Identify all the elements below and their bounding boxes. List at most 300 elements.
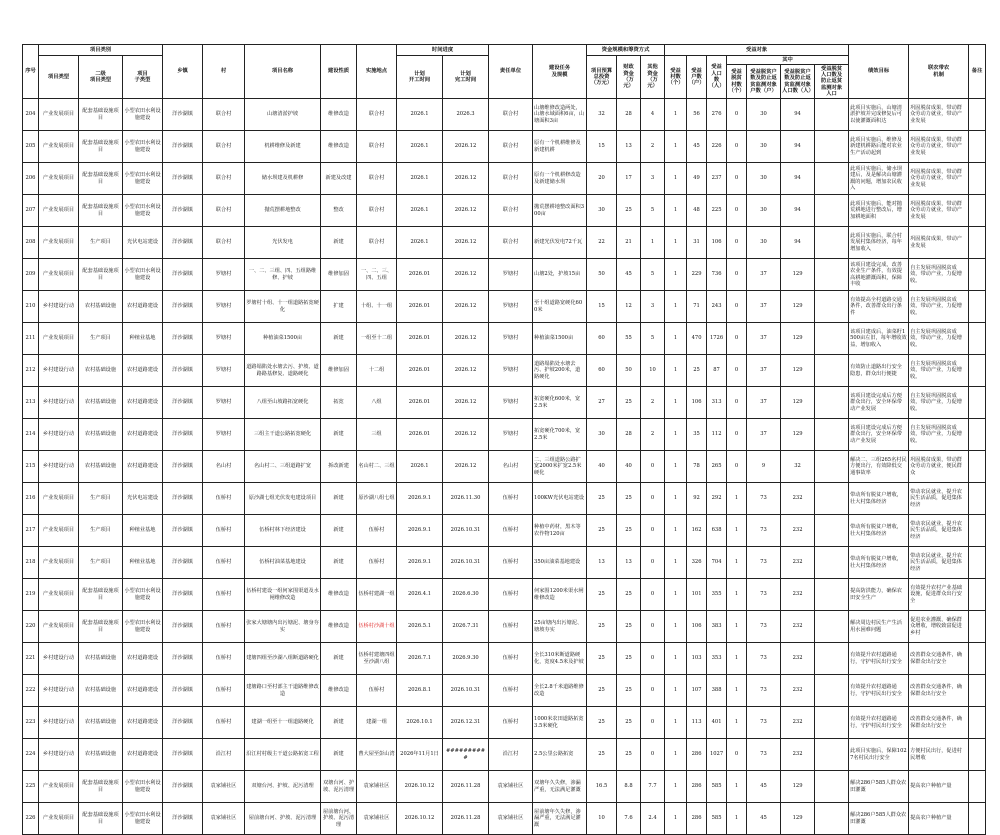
cell-other: 5 — [641, 323, 665, 355]
cell-bp: 401 — [707, 707, 727, 739]
cell-pp: 232 — [781, 675, 815, 707]
cell-vil: 伍桥村 — [203, 483, 245, 515]
cell-ppop — [815, 707, 849, 739]
cell-town: 洋沙湖镇 — [163, 739, 203, 771]
table-row — [23, 131, 986, 163]
col-fund-group: 资金规模和筹资方式 — [587, 45, 665, 56]
cell-s: 2026.1 — [397, 227, 443, 259]
table-row — [23, 483, 986, 515]
cell-nat: 新建及改建 — [321, 163, 357, 195]
cell-loc: 联合村 — [357, 195, 397, 227]
cell-loc: 三组 — [357, 419, 397, 451]
cell-bv: 1 — [665, 451, 687, 483]
cell-bv: 1 — [665, 131, 687, 163]
col-poor-pop: 受益脱贫 人口数及 防止返贫 监测对象 人口 — [815, 65, 849, 99]
col-goal: 绩效目标 — [849, 45, 909, 99]
col-time-group: 时间进度 — [397, 45, 489, 56]
cell-t3: 小型农田水利设施建设 — [123, 611, 163, 643]
cell-unit: 伍桥村 — [489, 579, 533, 611]
cell-bp: 276 — [707, 99, 727, 131]
cell-t1: 产业发展项目 — [39, 515, 79, 547]
cell-seq: 225 — [23, 771, 39, 803]
cell-nat: 拓宽 — [321, 387, 357, 419]
cell-content: 山塘2处，护坡15亩 — [533, 259, 587, 291]
cell-pp: 32 — [781, 451, 815, 483]
cell-ppop — [815, 259, 849, 291]
cell-t3: 农村道路建设 — [123, 707, 163, 739]
cell-note — [969, 291, 986, 323]
cell-bp: 353 — [707, 643, 727, 675]
cell-budget: 40 — [587, 451, 617, 483]
cell-fiscal: 12 — [617, 291, 641, 323]
cell-t2: 农村基础设施 — [79, 675, 123, 707]
cell-pv: 1 — [727, 579, 747, 611]
cell-budget: 50 — [587, 259, 617, 291]
col-project-name: 项目名称 — [245, 45, 321, 99]
cell-pp: 129 — [781, 291, 815, 323]
cell-fiscal: 13 — [617, 547, 641, 579]
cell-ppop — [815, 771, 849, 803]
cell-town: 洋沙湖镇 — [163, 451, 203, 483]
cell-bp: 1027 — [707, 739, 727, 771]
cell-s: 2026.9.1 — [397, 483, 443, 515]
cell-name: 一、二、三组、四、五组路维修、护坡 — [245, 259, 321, 291]
cell-ph: 73 — [747, 675, 781, 707]
cell-bv: 1 — [665, 707, 687, 739]
cell-budget: 60 — [587, 355, 617, 387]
cell-goal: 有效提升农村道路通行，守护村民出行安全 — [849, 707, 909, 739]
cell-goal: 此项目实施后，山塘清淤护坡并完成修复后可以使灌溉面积达 — [849, 99, 909, 131]
cell-town: 洋沙湖镇 — [163, 291, 203, 323]
cell-town: 洋沙湖镇 — [163, 803, 203, 835]
cell-note — [969, 707, 986, 739]
cell-pv: 0 — [727, 739, 747, 771]
cell-vil: 联合村 — [203, 227, 245, 259]
table-body — [23, 99, 986, 835]
cell-mech: 巩固脱贫成果，带动产业发展 — [909, 227, 969, 259]
cell-other: 2 — [641, 387, 665, 419]
cell-seq: 208 — [23, 227, 39, 259]
cell-t3: 光伏电站建设 — [123, 483, 163, 515]
cell-t2: 农村基础设施 — [79, 355, 123, 387]
cell-bp: 243 — [707, 291, 727, 323]
cell-bh: 49 — [687, 163, 707, 195]
cell-ppop — [815, 195, 849, 227]
cell-name: 伍桥村林下经济建设 — [245, 515, 321, 547]
cell-t2: 生产项目 — [79, 483, 123, 515]
col-mechanism: 联农带农 机制 — [909, 45, 969, 99]
cell-unit: 袁家铺社区 — [489, 803, 533, 835]
cell-nat: 新建 — [321, 483, 357, 515]
cell-mech: 带动农民就业，提升农民生活品质，促进集体经济 — [909, 483, 969, 515]
cell-loc: 曹大屋至彭山湾 — [357, 739, 397, 771]
cell-content: 双塘年久失修，渗漏严重，无法满足灌溉 — [533, 771, 587, 803]
cell-vil: 罗塘村 — [203, 355, 245, 387]
cell-budget: 15 — [587, 291, 617, 323]
cell-name: 建湖一组至十一组道路硬化 — [245, 707, 321, 739]
cell-pp: 232 — [781, 579, 815, 611]
col-location: 实施地点 — [357, 45, 397, 99]
table-row — [23, 771, 986, 803]
cell-note — [969, 739, 986, 771]
cell-loc: 袁家铺社区 — [357, 803, 397, 835]
cell-s: 2026.9.1 — [397, 515, 443, 547]
cell-t2: 农村基础设施 — [79, 739, 123, 771]
cell-budget: 25 — [587, 483, 617, 515]
cell-content: 新建光伏发电72千瓦 — [533, 227, 587, 259]
cell-bh: 103 — [687, 643, 707, 675]
cell-mech: 改善群众交通条件，确保群众出行安全 — [909, 675, 969, 707]
cell-e: 2026.12 — [443, 291, 489, 323]
cell-bp: 355 — [707, 579, 727, 611]
cell-fiscal: 25 — [617, 643, 641, 675]
cell-seq: 214 — [23, 419, 39, 451]
cell-bh: 25 — [687, 355, 707, 387]
cell-bh: 78 — [687, 451, 707, 483]
cell-goal: 解决286户585人群众农田灌溉 — [849, 771, 909, 803]
cell-content: 拓宽硬化600米，宽2.5米 — [533, 387, 587, 419]
table-row — [23, 99, 986, 131]
cell-pv: 0 — [727, 131, 747, 163]
cell-fiscal: 25 — [617, 611, 641, 643]
cell-bv: 1 — [665, 291, 687, 323]
cell-ph: 73 — [747, 611, 781, 643]
table-row — [23, 387, 986, 419]
cell-note — [969, 227, 986, 259]
cell-pv: 1 — [727, 547, 747, 579]
cell-bp: 383 — [707, 611, 727, 643]
cell-mech: 巩固脱贫成果，带动群众劳动力就业，带动产业发展 — [909, 195, 969, 227]
cell-seq: 216 — [23, 483, 39, 515]
cell-pv: 1 — [727, 515, 747, 547]
cell-mech: 促进农业灌溉，确保群众增收，增收致富促进乡村 — [909, 611, 969, 643]
cell-nat: 维修改造 — [321, 131, 357, 163]
table-row — [23, 227, 986, 259]
cell-seq: 207 — [23, 195, 39, 227]
cell-unit: 罗塘村 — [489, 291, 533, 323]
table-row — [23, 451, 986, 483]
cell-vil: 伍桥村 — [203, 611, 245, 643]
cell-pv: 0 — [727, 355, 747, 387]
table-row — [23, 579, 986, 611]
cell-nat: 整改 — [321, 195, 357, 227]
cell-town: 洋沙湖镇 — [163, 419, 203, 451]
cell-t1: 乡村建设行动 — [39, 643, 79, 675]
cell-unit: 伍桥村 — [489, 483, 533, 515]
cell-content: 拓宽硬化700米，宽2.5米 — [533, 419, 587, 451]
cell-loc: 联合村 — [357, 163, 397, 195]
cell-other: 2 — [641, 131, 665, 163]
cell-town: 洋沙湖镇 — [163, 771, 203, 803]
cell-town: 洋沙湖镇 — [163, 611, 203, 643]
cell-t3: 农村道路建设 — [123, 739, 163, 771]
cell-bv: 1 — [665, 387, 687, 419]
cell-s: 2026年11月1日 — [397, 739, 443, 771]
table-row — [23, 675, 986, 707]
cell-unit: 罗塘村 — [489, 387, 533, 419]
project-table-sheet — [22, 44, 986, 835]
cell-town: 洋沙湖镇 — [163, 547, 203, 579]
cell-note — [969, 771, 986, 803]
cell-pp: 129 — [781, 355, 815, 387]
cell-t2: 农村基础设施 — [79, 643, 123, 675]
cell-unit: 罗塘村 — [489, 419, 533, 451]
cell-s: 2026.1 — [397, 163, 443, 195]
cell-pv: 0 — [727, 451, 747, 483]
cell-unit: 罗塘村 — [489, 259, 533, 291]
cell-budget: 60 — [587, 323, 617, 355]
cell-pv: 0 — [727, 99, 747, 131]
cell-name: 八组至山坡路拓宽硬化 — [245, 387, 321, 419]
cell-pv: 1 — [727, 643, 747, 675]
cell-t3: 小型农田水利设施建设 — [123, 131, 163, 163]
cell-bh: 106 — [687, 611, 707, 643]
cell-e: 2026.3 — [443, 99, 489, 131]
cell-town: 洋沙湖镇 — [163, 675, 203, 707]
cell-other: 3 — [641, 291, 665, 323]
cell-vil: 袁家铺社区 — [203, 803, 245, 835]
cell-nat: 拆改新建 — [321, 451, 357, 483]
cell-note — [969, 611, 986, 643]
cell-t1: 乡村建设行动 — [39, 675, 79, 707]
cell-seq: 215 — [23, 451, 39, 483]
cell-t1: 产业发展项目 — [39, 803, 79, 835]
cell-t1: 产业发展项目 — [39, 259, 79, 291]
cell-vil: 罗塘村 — [203, 323, 245, 355]
cell-content: 至十组道路宽硬化600米 — [533, 291, 587, 323]
cell-note — [969, 419, 986, 451]
cell-ph: 37 — [747, 355, 781, 387]
cell-note — [969, 547, 986, 579]
cell-ph: 45 — [747, 803, 781, 835]
cell-s: 2026.01 — [397, 323, 443, 355]
cell-bp: 87 — [707, 355, 727, 387]
cell-s: 2026.01 — [397, 355, 443, 387]
table-row — [23, 195, 986, 227]
cell-s: 2026.01 — [397, 259, 443, 291]
cell-bh: 31 — [687, 227, 707, 259]
cell-loc: 伍桥村建湖一组 — [357, 579, 397, 611]
cell-nat: 新建 — [321, 707, 357, 739]
cell-other: 2.4 — [641, 803, 665, 835]
table-row — [23, 611, 986, 643]
cell-seq: 209 — [23, 259, 39, 291]
cell-nat: 新建 — [321, 739, 357, 771]
cell-other: 0 — [641, 483, 665, 515]
cell-pp: 232 — [781, 643, 815, 675]
cell-mech: 有效提升农村产业基础设施，促进群众出行安全 — [909, 579, 969, 611]
cell-bv: 1 — [665, 99, 687, 131]
cell-mech: 自主发展巩固脱贫成效，带动产业，力促增收。 — [909, 387, 969, 419]
cell-town: 洋沙湖镇 — [163, 99, 203, 131]
cell-bh: 107 — [687, 675, 707, 707]
cell-loc: 联合村 — [357, 227, 397, 259]
cell-t3: 光伏电站建设 — [123, 227, 163, 259]
cell-loc: 一、二、三、四、五组 — [357, 259, 397, 291]
cell-name: 道路塌陷处水塘去污、护坡、道路路基修复、道路硬化 — [245, 355, 321, 387]
cell-bh: 45 — [687, 131, 707, 163]
cell-bv: 1 — [665, 163, 687, 195]
col-note: 备注 — [969, 45, 986, 99]
cell-nat: 维修改造 — [321, 579, 357, 611]
cell-mech: 提高农户种植产量 — [909, 771, 969, 803]
cell-vil: 伍桥村 — [203, 707, 245, 739]
cell-vil: 罗塘村 — [203, 259, 245, 291]
cell-e: 2026.12 — [443, 259, 489, 291]
cell-t3: 小型农田水利设施建设 — [123, 99, 163, 131]
cell-loc: 伍桥村 — [357, 675, 397, 707]
cell-bv: 1 — [665, 515, 687, 547]
cell-goal: 该项目建设完成后方便群众出行，安全环保带动产业发展 — [849, 419, 909, 451]
cell-s: 2026.1 — [397, 131, 443, 163]
cell-bh: 229 — [687, 259, 707, 291]
cell-other: 0 — [641, 707, 665, 739]
cell-s: 2026.5.1 — [397, 611, 443, 643]
cell-t1: 产业发展项目 — [39, 547, 79, 579]
cell-bv: 1 — [665, 643, 687, 675]
cell-t2: 配套基础设施项目 — [79, 99, 123, 131]
cell-budget: 20 — [587, 163, 617, 195]
cell-loc: 联合村 — [357, 99, 397, 131]
cell-e: 2026.9.30 — [443, 643, 489, 675]
cell-bp: 226 — [707, 131, 727, 163]
cell-t3: 种植业基地 — [123, 547, 163, 579]
cell-mech: 自主发展巩固脱贫成效，带动产业，力促增收。 — [909, 291, 969, 323]
cell-unit: 伍桥村 — [489, 547, 533, 579]
cell-t1: 产业发展项目 — [39, 771, 79, 803]
cell-seq: 226 — [23, 803, 39, 835]
cell-ppop — [815, 675, 849, 707]
cell-mech: 巩固脱贫成果，带动群众劳动力就业，带动产业发展 — [909, 99, 969, 131]
cell-ppop — [815, 99, 849, 131]
cell-t2: 农村基础设施 — [79, 291, 123, 323]
cell-ph: 9 — [747, 451, 781, 483]
cell-goal: 解决286户585人群众农田灌溉 — [849, 803, 909, 835]
cell-nat: 新建 — [321, 643, 357, 675]
cell-name: 建塘路口至村部主干道路维修改造 — [245, 675, 321, 707]
cell-goal: 此项目实施后，能对抛荒耕地进行整改后，增加耕地面积 — [849, 195, 909, 227]
cell-content: 山塘维修改造两处，山塘水域面积6亩，山塘面积3亩 — [533, 99, 587, 131]
cell-s: 2026.7.1 — [397, 643, 443, 675]
col-budget: 项目预算 总投资 （万元） — [587, 56, 617, 99]
col-end: 计划 完工时间 — [443, 56, 489, 99]
cell-t3: 农村道路建设 — [123, 355, 163, 387]
cell-t3: 农村道路建设 — [123, 643, 163, 675]
cell-goal: 带动所有脱贫户增收，壮大村集体经济 — [849, 483, 909, 515]
cell-ph: 30 — [747, 163, 781, 195]
cell-t1: 乡村建设行动 — [39, 419, 79, 451]
cell-fiscal: 28 — [617, 419, 641, 451]
cell-name: 种植油菜1500亩 — [245, 323, 321, 355]
cell-e: 2026.6.30 — [443, 579, 489, 611]
cell-seq: 212 — [23, 355, 39, 387]
cell-content: 全长2.8千米道路维修改造 — [533, 675, 587, 707]
cell-t2: 配套基础设施项目 — [79, 163, 123, 195]
cell-ph: 37 — [747, 291, 781, 323]
project-table — [22, 44, 986, 835]
cell-loc: 一组至十二组 — [357, 323, 397, 355]
cell-ph: 37 — [747, 387, 781, 419]
cell-name: 山塘清淤护坡 — [245, 99, 321, 131]
cell-seq: 223 — [23, 707, 39, 739]
cell-t1: 乡村建设行动 — [39, 707, 79, 739]
cell-bp: 106 — [707, 227, 727, 259]
cell-bp: 1726 — [707, 323, 727, 355]
cell-unit: 伍桥村 — [489, 675, 533, 707]
cell-fiscal: 25 — [617, 579, 641, 611]
cell-goal: 此项目实施后，储水坝建后，及是解决山塘灌溉的问题，增加农民收入 — [849, 163, 909, 195]
cell-t3: 小型农田水利设施建设 — [123, 259, 163, 291]
cell-e: 2026.12 — [443, 323, 489, 355]
cell-pv: 0 — [727, 227, 747, 259]
cell-fiscal: 13 — [617, 131, 641, 163]
cell-name: 屋前塘台河、护坡、泥污清理 — [245, 803, 321, 835]
cell-bh: 35 — [687, 419, 707, 451]
col-poor-people: 受益脱贫户 数及防止返 贫监测对象 人口数（人） — [781, 65, 815, 99]
cell-ppop — [815, 451, 849, 483]
cell-loc: 联合村 — [357, 131, 397, 163]
cell-vil: 联合村 — [203, 163, 245, 195]
cell-other: 0 — [641, 579, 665, 611]
col-among: 其中 — [727, 56, 849, 65]
cell-t2: 生产项目 — [79, 547, 123, 579]
cell-pp: 94 — [781, 99, 815, 131]
cell-goal: 提高防洪能力，确保农田安全生产 — [849, 579, 909, 611]
cell-content: 2.5公里公路拓宽 — [533, 739, 587, 771]
cell-t1: 产业发展项目 — [39, 323, 79, 355]
cell-loc: 袁家铺社区 — [357, 771, 397, 803]
cell-goal: 此项目实施后，维修及新建机耕路后能对农业生产活动起到 — [849, 131, 909, 163]
cell-bv: 1 — [665, 227, 687, 259]
cell-content: 种植油菜1500亩 — [533, 323, 587, 355]
cell-ph: 37 — [747, 259, 781, 291]
cell-bh: 48 — [687, 195, 707, 227]
cell-fiscal: 50 — [617, 355, 641, 387]
cell-note — [969, 355, 986, 387]
cell-unit: 联合村 — [489, 99, 533, 131]
cell-other: 0 — [641, 515, 665, 547]
col-category-group: 项目类别 — [39, 45, 163, 56]
cell-fiscal: 17 — [617, 163, 641, 195]
cell-e: 2026.7.31 — [443, 611, 489, 643]
cell-t1: 乡村建设行动 — [39, 451, 79, 483]
cell-mech: 巩固脱贫成果，带动群众劳动力就业，带动产业发展 — [909, 163, 969, 195]
cell-t3: 小型农田水利设施建设 — [123, 195, 163, 227]
cell-budget: 25 — [587, 579, 617, 611]
cell-bp: 585 — [707, 803, 727, 835]
cell-t2: 配套基础设施项目 — [79, 611, 123, 643]
cell-t2: 生产项目 — [79, 323, 123, 355]
cell-fiscal: 25 — [617, 483, 641, 515]
cell-pv: 0 — [727, 259, 747, 291]
cell-s: 2026.1 — [397, 451, 443, 483]
col-unit: 责任单位 — [489, 45, 533, 99]
cell-ph: 37 — [747, 419, 781, 451]
cell-mech: 改善群众交通条件，确保群众出行安全 — [909, 707, 969, 739]
cell-s: 2026.1 — [397, 195, 443, 227]
cell-t3: 种植业基地 — [123, 323, 163, 355]
cell-content: 全长310米断道路硬化，宽度4.5米及护坡 — [533, 643, 587, 675]
table-header — [23, 45, 986, 99]
cell-mech: 提高农户种植产量 — [909, 803, 969, 835]
cell-pp: 232 — [781, 483, 815, 515]
cell-bv: 1 — [665, 675, 687, 707]
cell-s: 2026.4.1 — [397, 579, 443, 611]
cell-unit: 沿江村 — [489, 739, 533, 771]
cell-other: 7.7 — [641, 771, 665, 803]
table-row — [23, 739, 986, 771]
cell-mech: 巩固脱贫成果，带动群众劳动力就业，便民群众 — [909, 451, 969, 483]
